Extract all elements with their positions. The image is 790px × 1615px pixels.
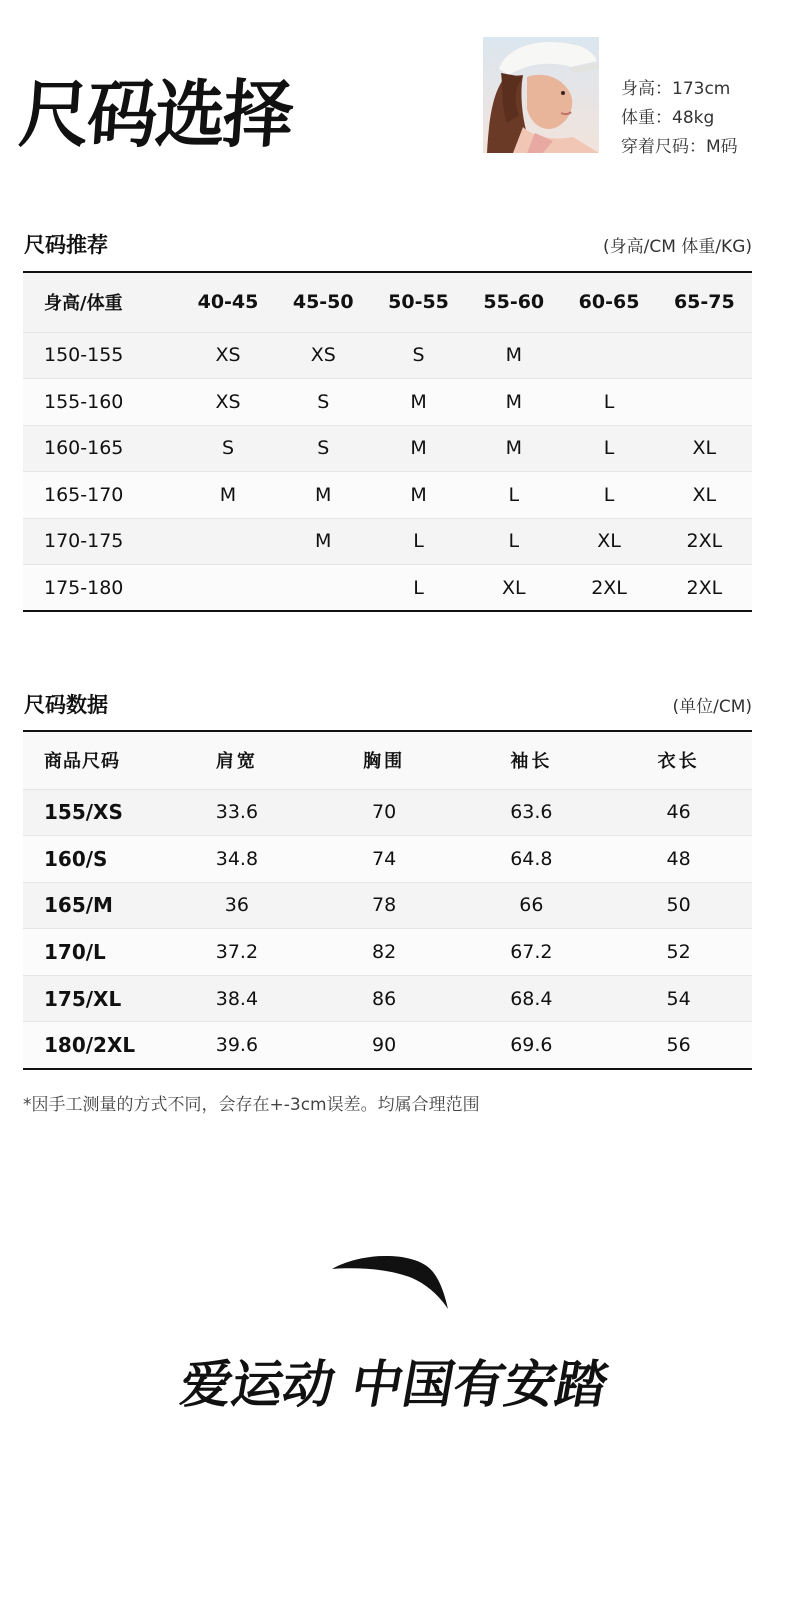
table-cell: 165-170 — [23, 472, 180, 519]
brand-slogan: 爱运动 中国有安踏 — [175, 1356, 613, 1415]
header-cell: 55-60 — [483, 291, 545, 314]
table-cell: L — [561, 379, 656, 426]
table-cell: 170/L — [23, 929, 163, 976]
table-cell: 2XL — [561, 565, 656, 612]
table-row — [23, 379, 752, 426]
table-cell: 69.6 — [457, 1022, 605, 1069]
table-cell: XL — [657, 472, 752, 519]
table-cell: L — [371, 518, 466, 565]
table-cell: 52 — [605, 929, 752, 976]
table-cell: L — [561, 425, 656, 472]
table-cell: 86 — [311, 975, 458, 1022]
size-data-title: 尺码数据 — [24, 693, 108, 717]
header-cell: 袖长 — [510, 751, 553, 773]
header-cell: 60-65 — [578, 291, 640, 314]
table-cell: 70 — [311, 789, 458, 836]
table-cell: L — [466, 518, 561, 565]
table-cell: XS — [276, 332, 371, 379]
table-cell: L — [466, 472, 561, 519]
table-row — [23, 565, 752, 612]
table-cell: 82 — [311, 929, 458, 976]
table-cell: XL — [657, 425, 752, 472]
table-cell: M — [371, 472, 466, 519]
table-cell: 160/S — [23, 836, 163, 883]
table-cell: M — [371, 379, 466, 426]
table-cell: S — [180, 425, 275, 472]
table-cell: L — [371, 565, 466, 612]
table-cell: 74 — [311, 836, 458, 883]
table-cell: 68.4 — [457, 975, 605, 1022]
table-cell — [180, 565, 275, 612]
table-row — [23, 518, 752, 565]
table-cell: L — [561, 472, 656, 519]
header-cell: 胸围 — [363, 751, 406, 773]
table-cell: 36 — [163, 882, 311, 929]
table-row — [23, 1022, 752, 1069]
model-info — [621, 76, 738, 163]
header-cell: 衣长 — [657, 751, 700, 773]
table-cell: 38.4 — [163, 975, 311, 1022]
table-cell: 39.6 — [163, 1022, 311, 1069]
table-cell: M — [180, 472, 275, 519]
table-cell: 165/M — [23, 882, 163, 929]
table-cell: 37.2 — [163, 929, 311, 976]
table-cell — [657, 379, 752, 426]
table-cell: 48 — [605, 836, 752, 883]
table-cell: M — [276, 472, 371, 519]
table-cell — [276, 565, 371, 612]
header-cell: 40-45 — [197, 291, 259, 314]
table-cell: 54 — [605, 975, 752, 1022]
table-row — [23, 929, 752, 976]
table-cell: 63.6 — [457, 789, 605, 836]
table-row — [23, 425, 752, 472]
table-cell: 33.6 — [163, 789, 311, 836]
model-height: 身高：173cm — [621, 79, 731, 99]
header-cell: 身高/体重 — [44, 293, 123, 315]
table-cell: 66 — [457, 882, 605, 929]
table-cell: S — [276, 425, 371, 472]
table-cell: XL — [466, 565, 561, 612]
table-cell: 175/XL — [23, 975, 163, 1022]
table-cell — [561, 332, 656, 379]
table-cell: 34.8 — [163, 836, 311, 883]
anta-swoosh-logo-icon — [330, 1245, 450, 1313]
table-cell: 150-155 — [23, 332, 180, 379]
recommend-unit: (身高/CM 体重/KG) — [603, 237, 752, 257]
table-cell: 50 — [605, 882, 752, 929]
model-photo — [483, 37, 599, 153]
table-cell: 155-160 — [23, 379, 180, 426]
table-cell: M — [276, 518, 371, 565]
model-weight: 体重：48kg — [621, 108, 715, 128]
table-cell: 175-180 — [23, 565, 180, 612]
header-cell: 45-50 — [292, 291, 354, 314]
recommend-title: 尺码推荐 — [24, 233, 108, 257]
table-cell: 46 — [605, 789, 752, 836]
table-cell: S — [276, 379, 371, 426]
table-cell: XS — [180, 379, 275, 426]
table-row — [23, 975, 752, 1022]
table-header — [23, 731, 752, 789]
header-cell: 65-75 — [673, 291, 735, 314]
table-cell: 160-165 — [23, 425, 180, 472]
table-cell: 64.8 — [457, 836, 605, 883]
table-row — [23, 472, 752, 519]
table-cell: S — [371, 332, 466, 379]
table-row — [23, 789, 752, 836]
table-cell: 67.2 — [457, 929, 605, 976]
header-cell: 肩宽 — [215, 751, 258, 773]
table-cell: XL — [561, 518, 656, 565]
page-title: 尺码选择 — [16, 71, 295, 158]
table-cell: 180/2XL — [23, 1022, 163, 1069]
table-cell: M — [466, 425, 561, 472]
measurement-note: *因手工测量的方式不同，会存在+-3cm误差。均属合理范围 — [23, 1095, 480, 1115]
table-cell: 170-175 — [23, 518, 180, 565]
table-cell: XS — [180, 332, 275, 379]
header-cell: 商品尺码 — [44, 751, 120, 773]
table-header — [23, 272, 752, 332]
table-cell: 155/XS — [23, 789, 163, 836]
size-data-unit: (单位/CM) — [672, 697, 752, 717]
table-cell: 2XL — [657, 518, 752, 565]
size-data-table — [23, 730, 752, 1070]
table-row — [23, 332, 752, 379]
table-row — [23, 836, 752, 883]
table-cell — [657, 332, 752, 379]
table-row — [23, 882, 752, 929]
table-cell: M — [371, 425, 466, 472]
table-cell: M — [466, 379, 561, 426]
table-cell — [180, 518, 275, 565]
table-cell: 2XL — [657, 565, 752, 612]
recommend-table — [23, 271, 752, 612]
table-cell: 78 — [311, 882, 458, 929]
table-cell: M — [466, 332, 561, 379]
header-cell: 50-55 — [388, 291, 449, 314]
model-size: 穿着尺码：M码 — [621, 137, 738, 157]
table-cell: 56 — [605, 1022, 752, 1069]
table-cell: 90 — [311, 1022, 458, 1069]
